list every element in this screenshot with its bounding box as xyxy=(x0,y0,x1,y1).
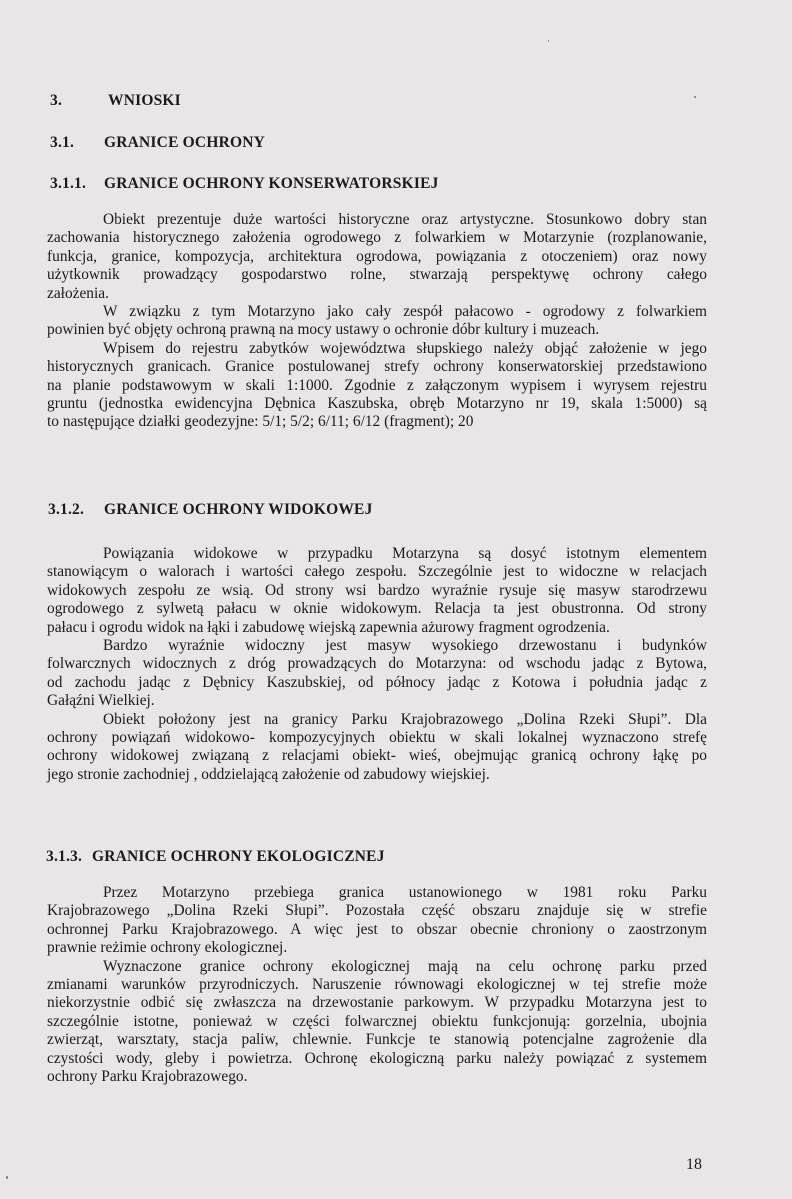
section-3-1-1-body xyxy=(47,211,707,432)
paragraph xyxy=(47,711,707,785)
heading-number: 3.1.3. xyxy=(46,848,83,865)
heading-title: GRANICE OCHRONY WIDOKOWEJ xyxy=(104,501,373,518)
text-line: prawnie reżimie ochrony ekologicznej. xyxy=(47,939,288,957)
text-line: zachowania historycznego założenia ogrodowego z folwarkiem w Motarzynie (rozplanowanie, xyxy=(47,229,707,247)
text-line: Bardzo wyraźnie widoczny jest masyw wysokiego drzewostanu i budynków xyxy=(103,637,707,655)
heading-title: GRANICE OCHRONY xyxy=(104,134,266,151)
heading-3-1-1 xyxy=(50,175,439,193)
heading-number: 3.1. xyxy=(50,134,75,151)
text-line: gruntu (jednostka ewidencyjna Dębnica Kaszubska, obręb Motarzyno nr 19, skala 1:5000) są xyxy=(47,395,707,413)
text-line: Wpisem do rejestru zabytków województwa słupskiego należy objąć założenie w jego xyxy=(103,339,707,357)
text-line: ochrony widokowej związaną z relacjami obiekt- wieś, obejmując granicą ochrony łąkę po xyxy=(47,747,707,765)
text-line: to następujące działki geodezyjne: 5/1; 5/2; 6/11; 6/12 (fragment); 20 xyxy=(47,413,474,431)
scan-speck xyxy=(548,40,549,42)
text-line: zmianami warunków przyrodniczych. Naruszenie równowagi ekologicznej w tej strefie może xyxy=(47,976,707,994)
paragraph xyxy=(47,958,707,1087)
text-line: funkcja, granice, kompozycja, architektura ogrodowa, powiązania z otoczeniem) oraz nowy xyxy=(47,247,707,265)
text-line: Obiekt położony jest na granicy Parku Krajobrazowego „Dolina Rzeki Słupi”. Dla xyxy=(103,710,707,728)
heading-title: GRANICE OCHRONY EKOLOGICZNEJ xyxy=(92,848,385,865)
text-line: jego stronie zachodniej , oddzielającą założenie od zabudowy wiejskiej. xyxy=(47,765,490,783)
paragraph xyxy=(47,211,707,303)
heading-3 xyxy=(50,92,181,110)
text-line: pałacu i ogrodu widok na łąki i zabudowę wiejską zapewnia ażurowy fragment ogrodzenia. xyxy=(47,618,610,636)
text-line: Powiązania widokowe w przypadku Motarzyna są dosyć istotnym elementem xyxy=(103,545,707,562)
paragraph xyxy=(47,637,707,711)
text-line: Obiekt prezentuje duże wartości historyczne oraz artystyczne. Stosunkowo dobry stan xyxy=(103,211,707,228)
paragraph xyxy=(47,884,707,958)
text-line: ochronnej Parku Krajobrazowego. A więc jest to obszar obecnie chroniony o zaostrzonym xyxy=(47,920,707,938)
text-line: historycznych granicach. Granice postulowanej strefy ochrony konserwatorskiej przedstawiono xyxy=(47,358,707,376)
heading-3-1-3 xyxy=(46,848,385,866)
text-line: Wyznaczone granice ochrony ekologicznej mają na celu ochronę parku przed xyxy=(103,957,707,975)
text-line: od zachodu jadąc z Dębnicy Kaszubskiej, od północy jadąc z Kotowa i południa jadąc z xyxy=(47,673,707,691)
text-line: czystości wody, gleby i powietrza. Ochronę ekologiczną parku należy powiązać z systemem xyxy=(47,1049,707,1067)
text-line: Przez Motarzyno przebiega granica ustanowionego w 1981 roku Parku xyxy=(103,884,707,901)
text-line: stanowiącym o walorach i wartości całego zespołu. Szczególnie jest to widoczne w relacjach xyxy=(47,563,707,581)
paragraph xyxy=(47,303,707,340)
page-number: 18 xyxy=(686,1156,702,1173)
text-line: Gałąźni Wielkiej. xyxy=(47,692,155,710)
text-line: zwierząt, warsztaty, stacja paliw, chlewnie. Funkcje te stanowią potencjalne zagrożenie dla xyxy=(47,1031,707,1049)
text-line: ochrony powiązań widokowo- kompozycyjnych obiektu w skali lokalnej wyznaczono strefę xyxy=(47,729,707,747)
text-line: folwarcznych widocznych z dróg prowadzących do Motarzyna: od wschodu jadąc z Bytowa, xyxy=(47,655,707,673)
text-line: widokowych zespołu ze wsią. Od strony wsi bardzo wyraźnie rysuje się masyw starodrzewu xyxy=(47,581,707,599)
text-line: użytkownik prowadzący gospodarstwo rolne, stwarzają perspektywę ochrony całego xyxy=(47,266,707,284)
text-line: szczególnie istotne, ponieważ w części folwarcznej obiektu funkcjonują: gorzelnia, ubojnia xyxy=(47,1012,707,1030)
text-line: niekorzystnie odbić się zwłaszcza na drzewostanie parkowym. W przypadku Motarzyna jest to xyxy=(47,994,707,1012)
text-line: W związku z tym Motarzyno jako cały zespół pałacowo - ogrodowy z folwarkiem xyxy=(103,303,707,321)
heading-title: WNIOSKI xyxy=(108,92,181,109)
scan-speck xyxy=(6,1176,8,1179)
heading-title: GRANICE OCHRONY KONSERWATORSKIEJ xyxy=(104,175,439,192)
heading-number: 3.1.2. xyxy=(48,501,85,518)
text-line: założenia. xyxy=(47,284,109,302)
section-3-1-2-body xyxy=(47,545,707,784)
heading-3-1-2 xyxy=(48,501,373,519)
paragraph xyxy=(47,340,707,432)
scan-speck xyxy=(694,96,696,98)
text-line: Krajobrazowego „Dolina Rzeki Słupi”. Pozostała część obszaru znajduje się w strefie xyxy=(47,902,707,920)
heading-number: 3. xyxy=(50,92,63,109)
text-line: ochrony Parku Krajobrazowego. xyxy=(47,1068,248,1086)
text-line: powinien być objęty ochroną prawną na mocy ustawy o ochronie dóbr kultury i muzeach. xyxy=(47,321,600,339)
section-3-1-3-body xyxy=(47,884,707,1086)
paragraph xyxy=(47,545,707,637)
text-line: ogrodowego z sylwetą pałacu w oknie widokowym. Relacja ta jest obustronna. Od strony xyxy=(47,600,707,618)
text-line: na planie podstawowym w skali 1:1000. Zgodnie z załączonym wypisem i wyrysem rejestru xyxy=(47,376,707,394)
heading-3-1 xyxy=(50,134,265,152)
heading-number: 3.1.1. xyxy=(50,175,87,192)
